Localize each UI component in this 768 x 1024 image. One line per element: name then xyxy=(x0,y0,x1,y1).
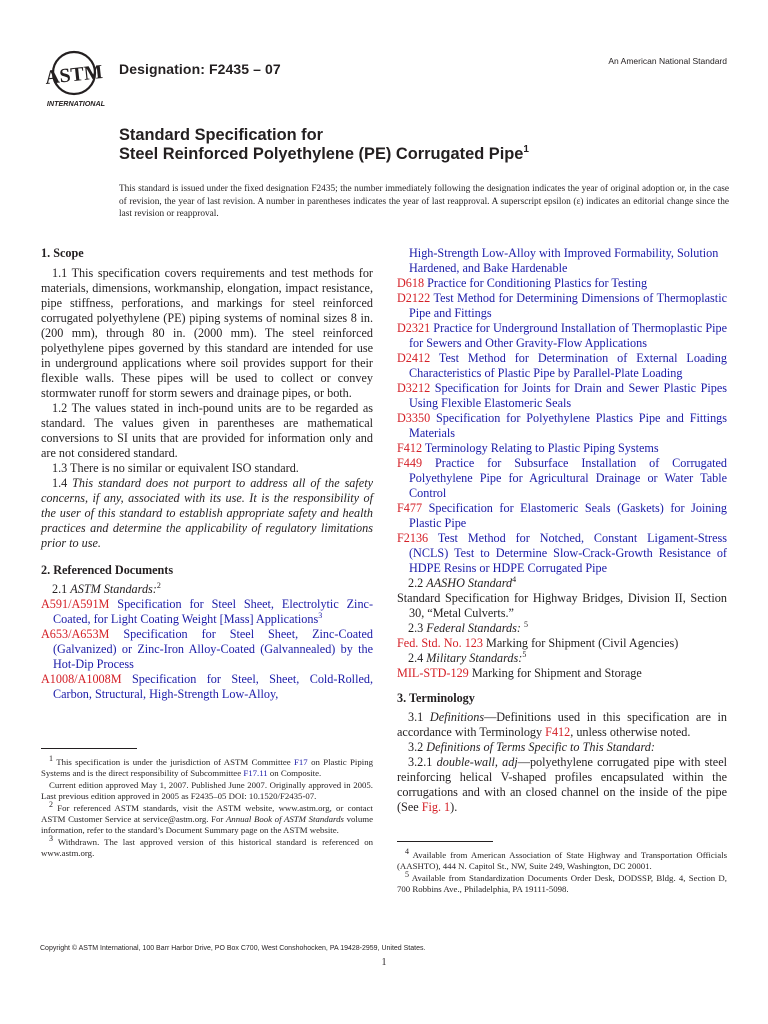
paragraph-3-2-1: 3.2.1 double-wall, adj—polyethylene corrugated pipe with steel reinforcing helical V-shaped profiles encapsulated within the corrugations and with an closed channel on the inside of the pipe (See Fig. 1). xyxy=(397,755,727,814)
page-title-line2 xyxy=(119,145,529,164)
reference-title[interactable]: Specification for Polyethylene Plastics Pipe and Fittings Materials xyxy=(409,411,727,440)
paragraph-1-2: 1.2 The values stated in inch-pound units are to be regarded as standard. The values given in parentheses are mathematical conversions to SI units that are provided for information only and are not considered standard. xyxy=(41,401,373,460)
safety-caveat: This standard does not purport to address all of the safety concerns, if any, associated with its use. It is the responsibility of the user of this standard to establish appropriate safety and health practices and determine the applicability of regulatory limitations prior to use. xyxy=(41,476,373,550)
reference-title[interactable]: Specification for Steel Sheet, Zinc-Coated (Galvanized) or Zinc-Iron Alloy-Coated (Galvannealed) by the Hot-Dip Process xyxy=(53,627,373,671)
copyright-footer: Copyright © ASTM International, 100 Barr Harbor Drive, PO Box C700, West Conshohocken, PA 19428-2959, United States. xyxy=(40,945,426,952)
reference-mil-std-129: MIL-STD-129 Marking for Shipment and Storage xyxy=(397,666,642,680)
footnote-4: $^4$ Available from American Association of State Highway and Transportation Officials (AASHTO), 444 N. Capitol St., NW, Suite 249, Washington, DC 20001. xyxy=(397,847,727,872)
astm-logo-letters: ASTM xyxy=(44,61,104,89)
aashto-standard-label: 2.2 AASHO Standard$^4$ xyxy=(408,574,517,590)
footnote-mark: 2 xyxy=(156,580,161,590)
reference-title[interactable]: Practice for Conditioning Plastics for Testing xyxy=(427,276,648,290)
figure-1-link[interactable]: Fig. 1 xyxy=(421,800,451,814)
military-standards-label: 2.4 Military Standards:$^5$ xyxy=(408,649,527,665)
reference-aashto: Standard Specification for Highway Bridges, Division II, Section 30, “Metal Culverts.” xyxy=(397,591,727,620)
left-column xyxy=(41,246,373,702)
subcommittee-link[interactable]: F17.11 xyxy=(243,768,268,779)
reference-f449 xyxy=(397,456,727,501)
reference-code-link[interactable]: A1008/A1008M xyxy=(41,672,122,686)
reference-a1008-continued[interactable]: High-Strength Low-Alloy with Improved Formability, Solution Hardened, and Bake Hardenable xyxy=(409,246,719,275)
section-heading-scope: 1. Scope xyxy=(41,246,84,260)
issue-note: This standard is issued under the fixed designation F2435; the number immediately following the designation indicates the year of original adoption or, in the case of revision, the year of last revision. A number in parentheses indicates the year of last reapproval. A superscript epsilon (ε) indicates an editorial change since the last revision or reapproval. xyxy=(119,184,729,220)
reference-code-link[interactable]: D3350 xyxy=(397,411,431,425)
reference-title[interactable]: Specification for Elastomeric Seals (Gaskets) for Joining Plastic Pipe xyxy=(409,501,728,530)
astm-standards-text: ASTM Standards: xyxy=(70,582,157,596)
reference-code-link[interactable]: F477 xyxy=(397,501,423,515)
paragraph-number: 1.4 xyxy=(52,476,73,490)
reference-title[interactable]: Specification for Steel, Sheet, Cold-Rolled, Carbon, Structural, High-Strength Low-Alloy, xyxy=(53,672,374,701)
footnote-1: $^1$ This specification is under the jurisdiction of ASTM Committee F17 on Plastic Piping Systems and is the direct responsibility of Subcommittee F17.11 on Composite. xyxy=(41,754,373,779)
reference-fed-std-123: Fed. Std. No. 123 Marking for Shipment (Civil Agencies) xyxy=(397,636,679,650)
footnotes-left xyxy=(41,754,373,860)
reference-d2321 xyxy=(397,321,727,351)
reference-code-link[interactable]: D2412 xyxy=(397,351,431,365)
reference-code-link[interactable]: F412 xyxy=(397,441,423,455)
footnote-divider-left xyxy=(41,748,137,749)
reference-f412 xyxy=(397,441,727,456)
footnotes-right xyxy=(397,847,727,896)
footnote-mark: 3 xyxy=(318,610,323,620)
reference-code-link[interactable]: F2136 xyxy=(397,531,429,545)
reference-code-link[interactable]: D618 xyxy=(397,276,425,290)
reference-d2412 xyxy=(397,351,727,381)
reference-d3350 xyxy=(397,411,727,441)
paragraph-1-3: 1.3 There is no similar or equivalent ISO standard. xyxy=(52,461,299,475)
section-heading-referenced-documents: 2. Referenced Documents xyxy=(41,563,174,577)
terminology-f412-link[interactable]: F412 xyxy=(545,725,571,739)
reference-d2122 xyxy=(397,291,727,321)
reference-f477 xyxy=(397,501,727,531)
reference-a1008 xyxy=(41,672,373,702)
reference-code-link[interactable]: D3212 xyxy=(397,381,431,395)
paragraph-1-4 xyxy=(41,476,373,551)
page-number: 1 xyxy=(381,957,387,968)
right-column xyxy=(397,246,727,815)
astm-logo-subtitle: INTERNATIONAL xyxy=(46,99,106,108)
paragraph-number: 2.1 xyxy=(52,582,71,596)
national-standard-label: An American National Standard xyxy=(608,56,727,66)
reference-a591 xyxy=(41,597,373,627)
federal-standards-label: 2.3 Federal Standards: $^5$ xyxy=(408,619,528,635)
reference-code-link[interactable]: F449 xyxy=(397,456,423,470)
reference-code-link[interactable]: D2122 xyxy=(397,291,431,305)
footnote-divider-right xyxy=(397,841,493,842)
page-title-line1: Standard Specification for xyxy=(119,126,324,144)
paragraph-1-1: 1.1 This specification covers requirements and test methods for materials, dimensions, workmanship, elongation, impact resistance, pipe stiffness, perforations, and markings for steel reinforced corrugated polyethylene (PE) piping systems of nominal sizes 8 in. (200 mm), through 80 in. (2000 mm). The steel reinforced polyethylene pipes governed by this standard are intended for use in underground applications where soil provides support for their flexible walls. These pipes will be used to collect or convey stormwater runoff for storm sewers and drainage pipes, or both. xyxy=(41,266,373,400)
astm-logo xyxy=(40,48,112,108)
reference-a653 xyxy=(41,627,373,672)
reference-title[interactable]: Test Method for Determination of External Loading Characteristics of Plastic Pipe by Parallel-Plate Loading xyxy=(409,351,727,380)
reference-code-link[interactable]: Fed. Std. No. 123 xyxy=(397,636,483,650)
reference-title[interactable]: Specification for Joints for Drain and Sewer Plastic Pipes Using Flexible Elastomeric Seals xyxy=(409,381,727,410)
section-heading-terminology: 3. Terminology xyxy=(397,691,475,705)
reference-f2136 xyxy=(397,531,727,576)
paragraph-3-2: 3.2 Definitions of Terms Specific to This Standard: xyxy=(408,740,655,754)
reference-title[interactable]: Terminology Relating to Plastic Piping Systems xyxy=(424,441,659,455)
reference-title[interactable]: Practice for Subsurface Installation of Corrugated Polyethylene Pipe for Agricultural Drainage or Water Table Control xyxy=(409,456,727,500)
reference-code-link[interactable]: A653/A653M xyxy=(41,627,110,641)
designation: Designation: F2435 – 07 xyxy=(119,61,281,77)
footnote-5: $^5$ Available from Standardization Documents Order Desk, DODSSP, Bldg. 4, Section D, 700 Robbins Ave., Philadelphia, PA 19111-5098. xyxy=(397,869,727,895)
reference-title[interactable]: Specification for Steel Sheet, Electrolytic Zinc-Coated, for Light Coating Weight [Mass] Applications xyxy=(53,597,374,626)
reference-title[interactable]: Test Method for Notched, Constant Ligament-Stress (NCLS) Test to Determine Slow-Crack-Growth Resistance of HDPE Resins or HDPE Corrugated Pipe xyxy=(409,531,727,575)
reference-code-link[interactable]: A591/A591M xyxy=(41,597,110,611)
reference-title[interactable]: Test Method for Determining Dimensions of Thermoplastic Pipe and Fittings xyxy=(409,291,727,320)
reference-d3212 xyxy=(397,381,727,411)
astm-standards-label xyxy=(41,582,373,597)
reference-title[interactable]: Practice for Underground Installation of Thermoplastic Pipe for Sewers and Other Gravity-Flow Applications xyxy=(409,321,727,350)
committee-link[interactable]: F17 xyxy=(294,757,308,767)
title-footnote-mark: 1 xyxy=(523,143,529,155)
footnote-1-edition: Current edition approved May 1, 2007. Published June 2007. Originally approved in 2005. Last previous edition approved in 2005 as F2435–05 DOI: 10.1520/F2435-07. xyxy=(41,779,373,802)
reference-code-link[interactable]: MIL-STD-129 xyxy=(397,666,469,680)
page-title-text: Steel Reinforced Polyethylene (PE) Corrugated Pipe xyxy=(119,145,524,163)
footnote-2: $^2$ For referenced ASTM standards, visit the ASTM website, www.astm.org, or contact ASTM Customer Service at service@astm.org. For Annual Book of ASTM Standards volume information, refer to the standard’s Document Summary page on the ASTM website. xyxy=(41,799,373,836)
footnote-3: $^3$ Withdrawn. The last approved version of this historical standard is referenced on www.astm.org. xyxy=(41,833,373,859)
reference-code-link[interactable]: D2321 xyxy=(397,321,431,335)
reference-d618 xyxy=(397,276,727,291)
paragraph-3-1: 3.1 Definitions—Definitions used in this specification are in accordance with Terminology F412, unless otherwise noted. xyxy=(397,710,728,739)
